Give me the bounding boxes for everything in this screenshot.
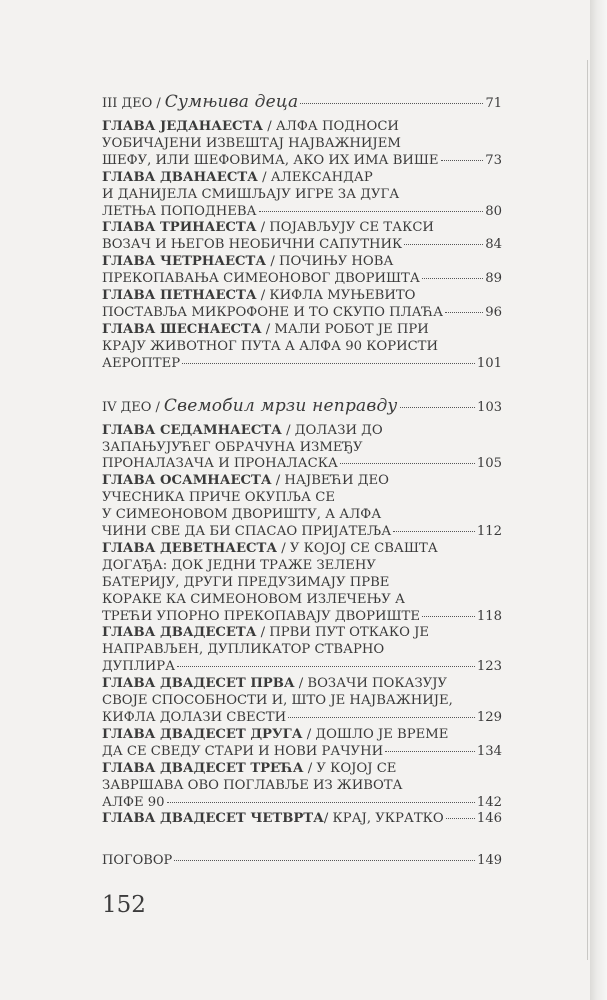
dot-leader	[441, 160, 484, 161]
chapter-title-line: / МАЛИ РОБОТ ЈЕ ПРИ	[261, 321, 429, 337]
chapter-heading: ГЛАВА ДВАДЕСЕТ ТРЕЋА	[102, 760, 304, 776]
chapter-title-line: / ПОЧИЊУ НОВА	[266, 254, 394, 270]
part-heading	[102, 93, 502, 115]
page-number: 118	[476, 608, 502, 624]
chapter-heading: ГЛАВА ДВАДЕСЕТА	[102, 625, 257, 641]
part-label: IV ДЕО /	[102, 399, 160, 415]
chapter-title-line: ДОГАЂА: ДОК ЈЕДНИ ТРАЖЕ ЗЕЛЕНУ	[102, 557, 376, 573]
chapter-title-line: / ДОЛАЗИ ДО	[281, 422, 383, 438]
chapter-title-line: ТРЕЋИ УПОРНО ПРЕКОПАВАЈУ ДВОРИШТЕ	[102, 608, 420, 624]
chapter-title-line: АЛФЕ 90	[102, 794, 165, 810]
chapter-heading: ГЛАВА ЈЕДАНАЕСТА	[102, 119, 264, 134]
dot-leader	[422, 278, 483, 279]
chapter-title-line: ВОЗАЧ И ЊЕГОВ НЕОБИЧНИ САПУТНИК	[102, 237, 403, 253]
chapter-title-line: / У КОЈОЈ СЕ СВАШТА	[277, 540, 438, 556]
chapter-heading: ГЛАВА СЕДАМНАЕСТА	[102, 422, 282, 438]
page-number: 146	[476, 811, 502, 827]
page-edge	[590, 0, 607, 1000]
chapter-title-line: ЛЕТЊА ПОПОДНЕВА	[102, 203, 257, 219]
page-number: 105	[476, 456, 502, 472]
chapter-title-line: ПОСТАВЉА МИКРОФОНЕ И ТО СКУПО ПЛАЋА	[102, 304, 444, 320]
chapter-entry	[102, 761, 502, 812]
chapter-title-line: ДА СЕ СВЕДУ СТАРИ И НОВИ РАЧУНИ	[102, 743, 384, 759]
chapter-title-line: КИФЛА ДОЛАЗИ СВЕСТИ	[102, 710, 287, 725]
dot-leader	[300, 103, 483, 104]
chapter-title-line: СВОЈЕ СПОСОБНОСТИ И, ШТО ЈЕ НАЈВАЖНИЈЕ,	[102, 693, 453, 709]
page-number: 112	[476, 524, 502, 540]
chapter-entry	[102, 170, 502, 221]
part-title: Свемобил мрзи неправду	[163, 395, 398, 416]
chapter-title-line: ПРЕКОПАВАЊА СИМЕОНОВОГ ДВОРИШТА	[102, 271, 420, 287]
dot-leader	[182, 363, 475, 364]
page-number: 129	[476, 710, 502, 725]
chapter-title-line: ДУПЛИРА	[102, 659, 176, 675]
chapter-title-line: / ВОЗАЧИ ПОКАЗУЈУ	[294, 676, 448, 692]
dot-leader	[259, 211, 484, 212]
chapter-entry	[102, 322, 502, 373]
chapter-entry	[102, 288, 502, 322]
dot-leader	[422, 616, 475, 617]
chapter-entry	[102, 541, 502, 626]
chapter-title-line: ЗАПАЊУЈУЋЕГ ОБРАЧУНА ИЗМЕЂУ	[102, 439, 363, 455]
chapter-heading: ГЛАВА ТРИНАЕСТА	[102, 220, 257, 236]
chapter-title-line: АЕРОПТЕР	[102, 355, 181, 371]
chapter-title-line: / НАЈВЕЋИ ДЕО	[271, 473, 389, 489]
page-number: 89	[485, 271, 502, 287]
chapter-title-line: / У КОЈОЈ СЕ	[303, 760, 397, 776]
chapter-title-line: БАТЕРИЈУ, ДРУГИ ПРЕДУЗИМАЈУ ПРВЕ	[102, 574, 390, 590]
dot-leader	[393, 531, 475, 532]
chapter-entry	[102, 473, 502, 541]
chapter-title-line: / ДОШЛО ЈЕ ВРЕМЕ	[302, 726, 449, 742]
dot-leader	[445, 312, 483, 313]
afterword-label: ПОГОВОР	[102, 853, 173, 869]
chapter-title-line: / АЛФА ПОДНОСИ	[263, 119, 399, 134]
page-number: 103	[477, 399, 502, 415]
dot-leader	[340, 463, 475, 464]
chapter-heading: ГЛАВА ДВАДЕСЕТ ЧЕТВРТА	[102, 811, 324, 827]
chapter-entry	[102, 727, 502, 761]
chapter-title-line: ЧИНИ СВЕ ДА БИ СПАСАО ПРИЈАТЕЉА	[102, 524, 392, 540]
part-label: III ДЕО /	[102, 96, 161, 111]
chapter-entry	[102, 423, 502, 474]
chapter-title-line: / АЛЕКСАНДАР	[257, 169, 373, 185]
dot-leader	[446, 818, 475, 819]
page-gutter-line	[587, 60, 588, 960]
page-number: 134	[476, 743, 502, 759]
part-title: Сумњива деца	[164, 92, 299, 112]
folio-page-number: 152	[102, 892, 146, 918]
chapter-entry	[102, 220, 502, 254]
chapter-title-line: ПРОНАЛАЗАЧА И ПРОНАЛАСКА	[102, 456, 338, 472]
dot-leader	[400, 407, 476, 408]
chapter-title-line: / ПРВИ ПУТ ОТКАКО ЈЕ	[256, 625, 430, 641]
chapter-heading: ГЛАВА ЧЕТРНАЕСТА	[102, 254, 267, 270]
chapter-heading: ГЛАВА ОСАМНАЕСТА	[102, 473, 272, 489]
page-number: 71	[485, 96, 502, 111]
chapter-entry	[102, 625, 502, 676]
chapter-heading: ГЛАВА ПЕТНАЕСТА	[102, 288, 257, 304]
chapter-title-line: И ДАНИЈЕЛА СМИШЉАЈУ ИГРЕ ЗА ДУГА	[102, 186, 400, 202]
dot-leader	[177, 666, 475, 667]
page-number: 142	[476, 794, 502, 810]
chapter-title-line: УОБИЧАЈЕНИ ИЗВЕШТАЈ НАЈВАЖНИЈЕМ	[102, 135, 401, 151]
page-number: 73	[485, 152, 502, 168]
chapter-title-line: КРАЈУ ЖИВОТНОГ ПУТА А АЛФА 90 КОРИСТИ	[102, 338, 438, 354]
chapter-title-line: / КРАЈ, УКРАТКО	[323, 811, 444, 827]
chapter-entry	[102, 811, 502, 828]
page-number: 80	[485, 203, 502, 219]
chapter-entry	[102, 254, 502, 288]
chapter-title-line: / ПОЈАВЉУЈУ СЕ ТАКСИ	[256, 220, 434, 236]
page-number: 149	[477, 853, 502, 869]
chapter-title-line: НАПРАВЉЕН, ДУПЛИКАТОР СТВАРНО	[102, 642, 385, 658]
part-heading	[102, 397, 502, 419]
chapter-heading: ГЛАВА ШЕСНАЕСТА	[102, 321, 262, 337]
chapter-heading: ГЛАВА ДЕВЕТНАЕСТА	[102, 540, 278, 556]
page-number: 96	[485, 304, 502, 320]
chapter-heading: ГЛАВА ДВАДЕСЕТ ДРУГА	[102, 726, 303, 742]
dot-leader	[385, 751, 475, 752]
chapter-entry	[102, 119, 502, 170]
dot-leader	[167, 802, 475, 803]
chapter-title-line: ЗАВРШАВА ОВО ПОГЛАВЉЕ ИЗ ЖИВОТА	[102, 777, 403, 793]
page-number: 123	[476, 659, 502, 675]
chapter-title-line: КОРАКЕ КА СИМЕОНОВОМ ИЗЛЕЧЕЊУ А	[102, 591, 405, 607]
chapter-title-line: / КИФЛА МУЊЕВИТО	[256, 288, 416, 304]
page-number: 101	[476, 355, 502, 371]
page-number: 84	[485, 237, 502, 253]
dot-leader	[174, 860, 475, 861]
chapter-heading: ГЛАВА ДВАДЕСЕТ ПРВА	[102, 676, 295, 692]
chapter-title-line: УЧЕСНИКА ПРИЧЕ ОКУПЉА СЕ	[102, 490, 335, 506]
chapter-title-line: У СИМЕОНОВОМ ДВОРИШТУ, А АЛФА	[102, 507, 382, 523]
table-of-contents	[102, 93, 502, 870]
chapter-heading: ГЛАВА ДВАНАЕСТА	[102, 169, 258, 185]
dot-leader	[288, 717, 475, 718]
afterword-entry	[102, 852, 502, 870]
dot-leader	[404, 244, 483, 245]
chapter-entry	[102, 676, 502, 727]
chapter-title-line: ШЕФУ, ИЛИ ШЕФОВИМА, АКО ИХ ИМА ВИШЕ	[102, 152, 439, 168]
